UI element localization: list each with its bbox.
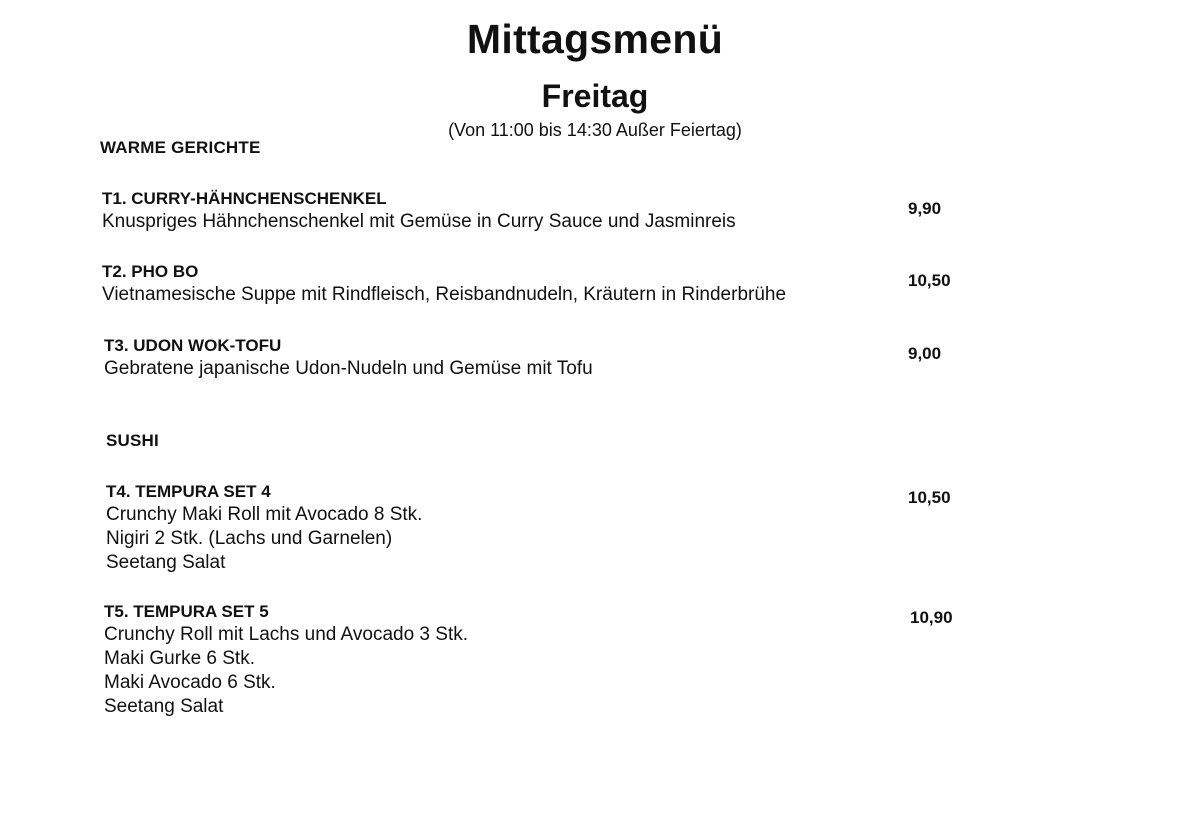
item-name: T2. PHO BO [102, 262, 199, 281]
item-description: Crunchy Roll mit Lachs und Avocado 3 Stk. [104, 624, 469, 645]
item-description: Maki Avocado 6 Stk. [104, 672, 276, 693]
item-price-t2: 10,50 [908, 271, 951, 290]
item-description: Gebratene japanische Udon-Nudeln und Gemüse mit Tofu [104, 358, 593, 379]
item-name: T5. TEMPURA SET 5 [104, 602, 269, 621]
item-description: Maki Gurke 6 Stk. [104, 648, 255, 669]
item-name: T1. CURRY-HÄHNCHENSCHENKEL [102, 189, 387, 208]
menu-item-t4 [106, 481, 986, 575]
menu-item-t3 [104, 335, 984, 381]
item-name: T4. TEMPURA SET 4 [106, 482, 271, 501]
item-description: Nigiri 2 Stk. (Lachs und Garnelen) [106, 528, 393, 549]
item-name: T3. UDON WOK-TOFU [104, 336, 282, 355]
menu-title: Mittagsmenü [466, 16, 724, 62]
item-price-t1: 9,90 [908, 199, 942, 218]
menu-item-t5 [104, 601, 984, 719]
menu-day: Freitag [541, 78, 649, 114]
item-description: Crunchy Maki Roll mit Avocado 8 Stk. [106, 504, 423, 525]
item-price-t5: 10,90 [910, 608, 953, 627]
menu-item-t1 [102, 188, 982, 234]
item-price-t3: 9,00 [908, 344, 942, 363]
item-description: Knuspriges Hähnchenschenkel mit Gemüse in Curry Sauce und Jasminreis [102, 211, 736, 232]
section-heading-sushi: SUSHI [106, 431, 159, 450]
opening-hours: (Von 11:00 bis 14:30 Außer Feiertag) [448, 120, 742, 140]
item-description: Vietnamesische Suppe mit Rindfleisch, Reisbandnudeln, Kräutern in Rinderbrühe [102, 284, 787, 305]
section-heading-warm: WARME GERICHTE [100, 138, 261, 157]
item-description: Seetang Salat [106, 552, 226, 573]
menu-item-t2 [102, 261, 982, 307]
item-description: Seetang Salat [104, 696, 224, 717]
item-price-t4: 10,50 [908, 488, 951, 507]
